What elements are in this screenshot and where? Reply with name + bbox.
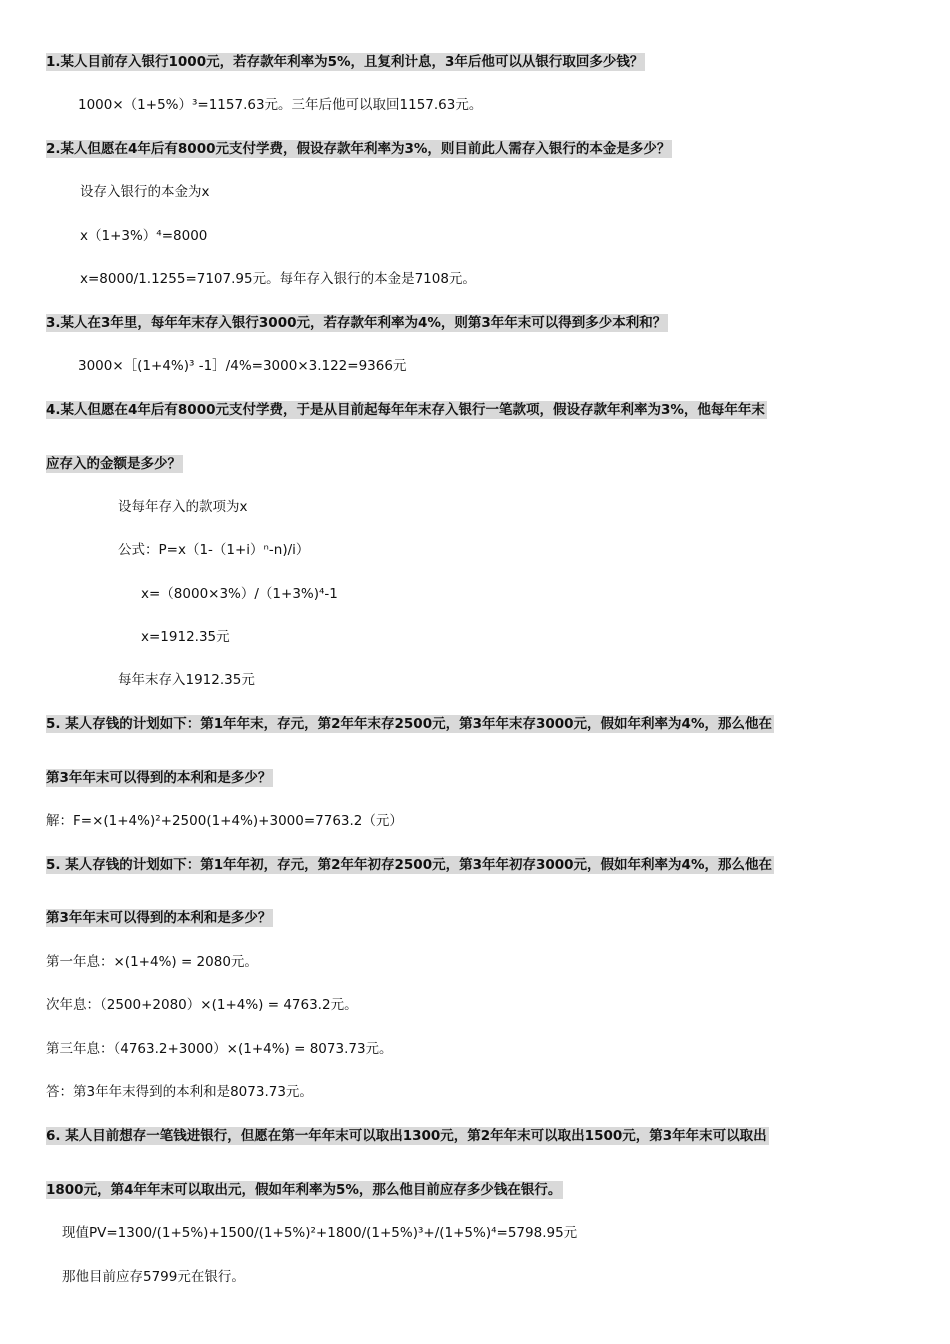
question-6-line-2: 1800元，第4年年末可以取出元，假如年利率为5%，那么他目前应存多少钱在银行。 — [46, 1182, 562, 1198]
answer-6-line-1: 现值PV=1300/(1+5%)+1500/(1+5%)²+1800/(1+5%)³+/(1+5%)⁴=5798.95元 — [62, 1225, 578, 1241]
answer-6-line-2: 那他目前应存5799元在银行。 — [62, 1269, 245, 1285]
answer-5b-line-2: 次年息：（2500+2080）×(1+4%) = 4763.2元。 — [46, 997, 358, 1013]
answer-5: 解：F=×(1+4%)²+2500(1+4%)+3000=7763.2（元） — [46, 813, 403, 829]
question-5b-line-1: 5. 某人存钱的计划如下：第1年年初，存元，第2年年初存2500元，第3年年初存3000元，假如年利率为4%，那么他在 — [46, 857, 772, 873]
question-1: 1.某人目前存入银行1000元，若存款年利率为5%，且复利计息，3年后他可以从银行取回多少钱？ — [46, 54, 644, 70]
answer-5b-line-4: 答：第3年年末得到的本利和是8073.73元。 — [46, 1084, 313, 1100]
question-4-line-2: 应存入的金额是多少？ — [46, 456, 181, 472]
answer-4-line-1: 设每年存入的款项为x — [118, 499, 248, 515]
answer-1: 1000×（1+5%）³=1157.63元。三年后他可以取回1157.63元。 — [78, 97, 483, 113]
answer-2-line-2: x（1+3%）⁴=8000 — [80, 228, 208, 244]
answer-4-formula: 公式：P=x（1-（1+i）ⁿ-n)/i） — [118, 542, 310, 558]
question-3: 3.某人在3年里，每年年末存入银行3000元，若存款年利率为4%，则第3年年末可以得到多少本利和？ — [46, 315, 667, 331]
answer-2-line-3: x=8000/1.1255=7107.95元。每年存入银行的本金是7108元。 — [80, 271, 476, 287]
answer-4-line-4: x=1912.35元 — [141, 629, 230, 645]
question-5b-line-2: 第3年年末可以得到的本利和是多少？ — [46, 910, 272, 926]
answer-4-line-5: 每年末存入1912.35元 — [118, 672, 255, 688]
answer-4-line-3: x=（8000×3%）/（1+3%)⁴-1 — [141, 586, 338, 602]
question-5-line-1: 5. 某人存钱的计划如下：第1年年末，存元，第2年年末存2500元，第3年年末存3000元，假如年利率为4%，那么他在 — [46, 716, 772, 732]
question-2: 2.某人但愿在4年后有8000元支付学费，假设存款年利率为3%，则目前此人需存入银行的本金是多少？ — [46, 141, 671, 157]
question-6-line-1: 6. 某人目前想存一笔钱进银行，但愿在第一年年末可以取出1300元，第2年年末可以取出1500元，第3年年末可以取出 — [46, 1128, 767, 1144]
question-4-line-1: 4.某人但愿在4年后有8000元支付学费，于是从目前起每年年末存入银行一笔款项，假设存款年利率为3%，他每年年末 — [46, 402, 765, 418]
answer-2-line-1: 设存入银行的本金为x — [80, 184, 210, 200]
answer-5b-line-3: 第三年息：（4763.2+3000）×(1+4%) = 8073.73元。 — [46, 1041, 393, 1057]
question-5-line-2: 第3年年末可以得到的本利和是多少？ — [46, 770, 272, 786]
answer-3: 3000×［(1+4%)³ -1］/4%=3000×3.122=9366元 — [78, 358, 407, 374]
answer-5b-line-1: 第一年息：×(1+4%) = 2080元。 — [46, 954, 258, 970]
